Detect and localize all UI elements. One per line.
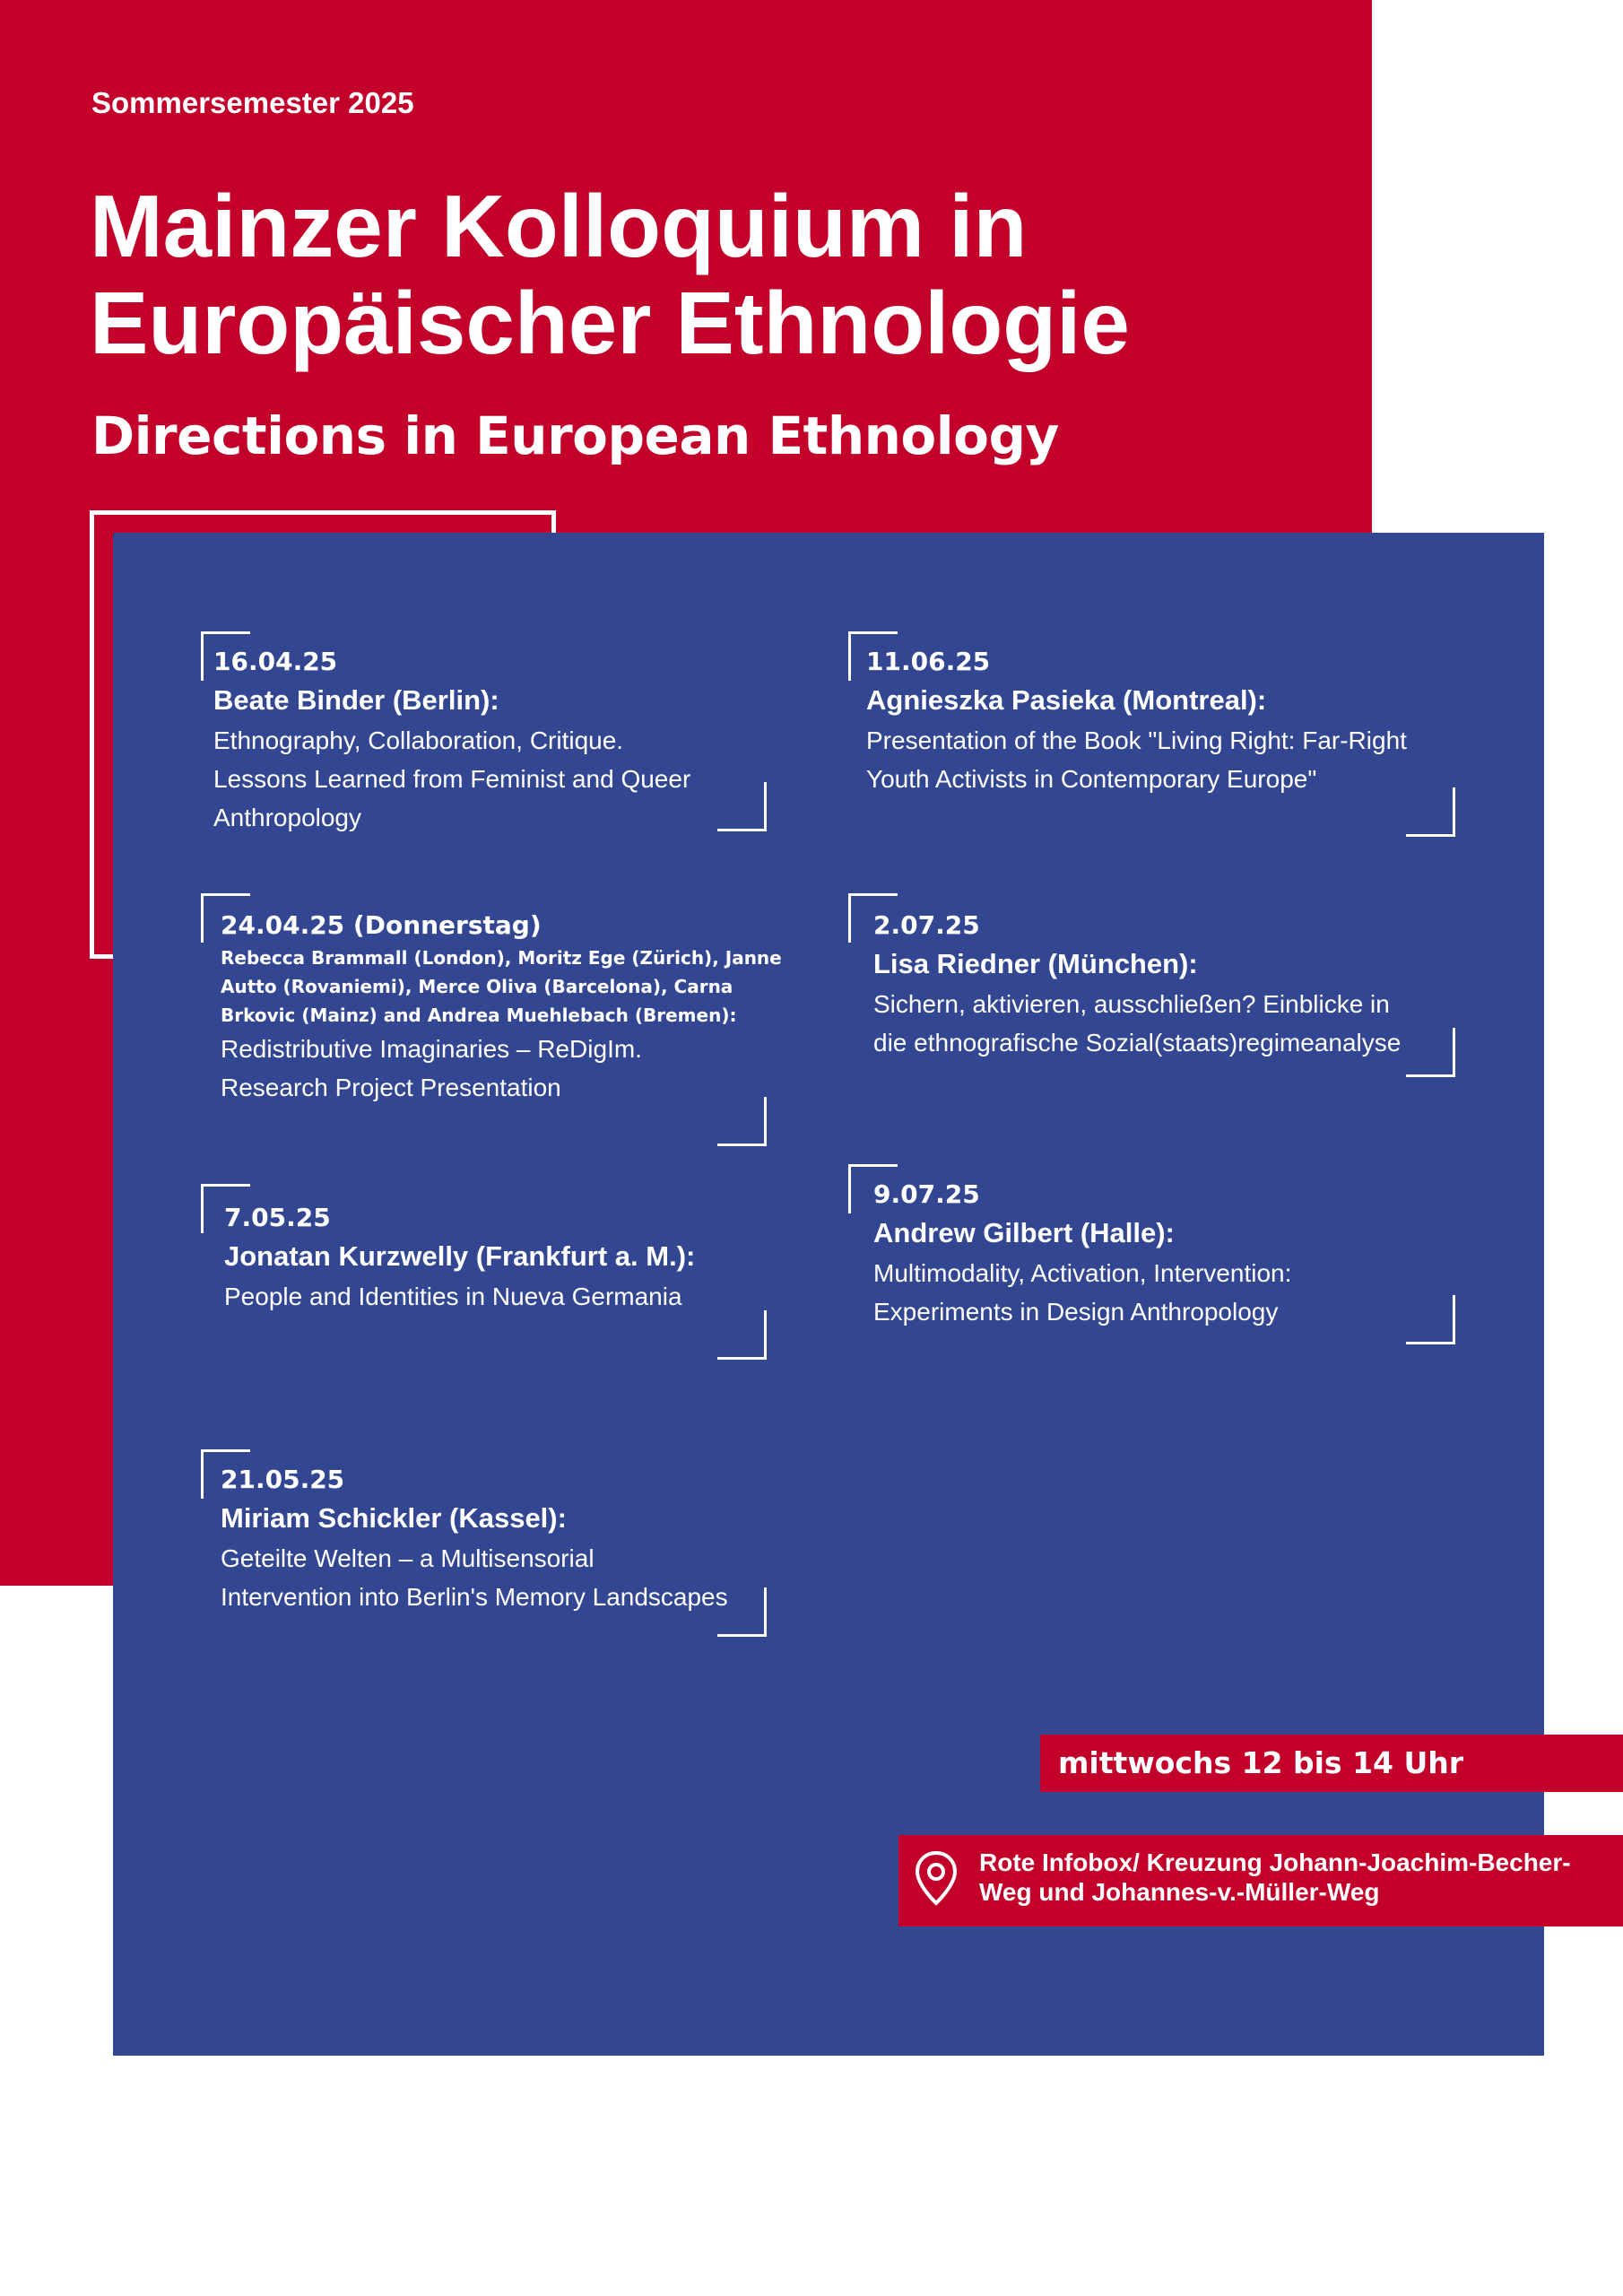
event-item	[221, 908, 794, 1107]
time-banner	[1040, 1735, 1623, 1792]
event-speaker: Andrew Gilbert (Halle):	[873, 1217, 1175, 1248]
event-topic-line: Lessons Learned from Feminist and Queer	[213, 765, 691, 793]
event-item	[866, 644, 1407, 798]
program-panel	[113, 533, 1544, 2056]
event-speakers-line: Rebecca Brammall (London), Moritz Ege (Zürich), Janne	[221, 947, 782, 969]
event-topic-line: Sichern, aktivieren, ausschließen? Einblicke in	[873, 990, 1390, 1018]
bracket-bottom-right	[1406, 1295, 1455, 1344]
page-subtitle: Directions in European Ethnology	[91, 405, 1059, 466]
event-speakers-line: Autto (Rovaniemi), Merce Oliva (Barcelona), Carna	[221, 976, 733, 997]
event-date: 24.04.25 (Donnerstag)	[221, 910, 542, 940]
event-speakers-line: Brkovic (Mainz) and Andrea Muehlebach (Bremen):	[221, 1004, 737, 1026]
location-line: Rote Infobox/ Kreuzung Johann-Joachim-Becher-	[979, 1848, 1571, 1876]
event-speaker: Jonatan Kurzwelly (Frankfurt a. M.):	[224, 1240, 696, 1272]
event-date: 16.04.25	[213, 647, 338, 676]
event-speaker: Miriam Schickler (Kassel):	[221, 1502, 567, 1534]
event-topic-line: die ethnografische Sozial(staats)regimeanalyse	[873, 1029, 1402, 1057]
bracket-bottom-right	[717, 782, 767, 831]
event-topic-line: Ethnography, Collaboration, Critique.	[213, 726, 624, 754]
event-topic-line: Geteilte Welten – a Multisensorial	[221, 1544, 595, 1572]
event-speaker: Lisa Riedner (München):	[873, 948, 1198, 979]
page-title: Mainzer Kolloquium in Europäischer Ethnologie	[90, 177, 1130, 372]
event-date: 9.07.25	[873, 1179, 980, 1209]
event-topic-line: Intervention into Berlin's Memory Landscapes	[221, 1583, 728, 1611]
bracket-bottom-right	[1406, 787, 1455, 837]
event-item	[873, 1177, 1291, 1331]
event-item	[221, 1462, 728, 1616]
event-topic-line: Presentation of the Book "Living Right: Far-Right	[866, 726, 1407, 754]
event-date: 11.06.25	[866, 647, 991, 676]
location-banner	[898, 1835, 1623, 1926]
event-date: 21.05.25	[221, 1465, 345, 1494]
event-item	[873, 908, 1401, 1062]
event-speaker: Beate Binder (Berlin):	[213, 684, 499, 716]
event-topic-line: People and Identities in Nueva Germania	[224, 1283, 682, 1310]
event-item	[224, 1200, 695, 1316]
event-topic-line: Research Project Presentation	[221, 1074, 561, 1101]
event-date: 7.05.25	[224, 1203, 331, 1232]
location-line: Weg und Johannes-v.-Müller-Weg	[979, 1878, 1380, 1906]
event-date: 2.07.25	[873, 910, 980, 940]
event-topic-line: Anthropology	[213, 804, 362, 831]
schedule-time: mittwochs 12 bis 14 Uhr	[1058, 1745, 1464, 1780]
schedule-location	[979, 1848, 1607, 1907]
semester-label: Sommersemester 2025	[91, 86, 414, 119]
map-pin-icon	[913, 1849, 959, 1907]
event-topic-line: Youth Activists in Contemporary Europe"	[866, 765, 1317, 793]
event-topic-line: Multimodality, Activation, Intervention:	[873, 1259, 1292, 1287]
event-topic-line: Experiments in Design Anthropology	[873, 1298, 1279, 1326]
event-speaker: Agnieszka Pasieka (Montreal):	[866, 684, 1267, 716]
bracket-bottom-right	[717, 1310, 767, 1360]
event-item	[213, 644, 690, 837]
event-topic-line: Redistributive Imaginaries – ReDigIm.	[221, 1035, 642, 1063]
bracket-bottom-right	[1406, 1028, 1455, 1077]
